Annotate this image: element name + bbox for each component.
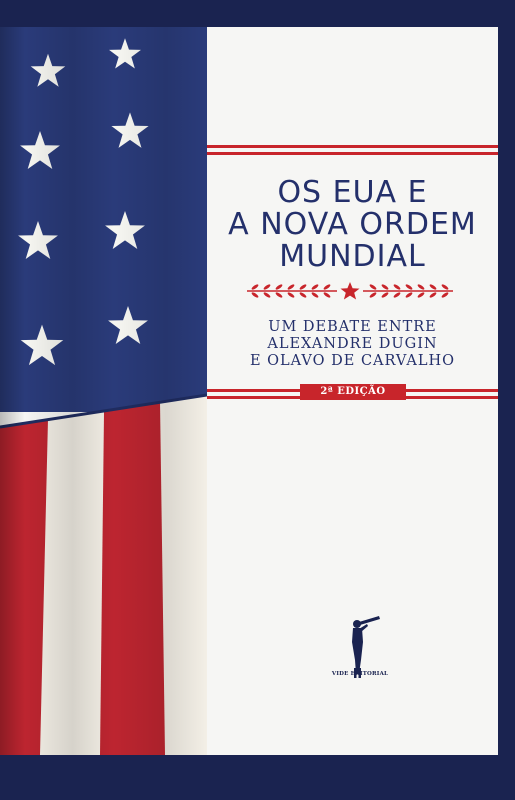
subtitle-line-1: UM DEBATE ENTRE — [268, 319, 437, 335]
book-subtitle — [207, 319, 498, 370]
subtitle-line-2: ALEXANDRE DUGIN — [267, 336, 438, 352]
us-flag-image — [0, 27, 207, 755]
title-line-1: OS EUA E — [277, 175, 428, 210]
book-title — [207, 177, 498, 273]
cover-page — [0, 27, 498, 755]
laurel-star-ornament-icon — [245, 282, 455, 300]
publisher-name: VIDE EDITORIAL — [331, 671, 389, 677]
edition-badge: 2ª EDIÇÃO — [300, 384, 406, 400]
title-line-3: MUNDIAL — [279, 239, 426, 274]
top-rule-upper — [207, 145, 498, 148]
title-line-2: A NOVA ORDEM — [228, 207, 477, 242]
subtitle-line-3: E OLAVO DE CARVALHO — [249, 353, 456, 369]
top-rule-lower — [207, 152, 498, 155]
